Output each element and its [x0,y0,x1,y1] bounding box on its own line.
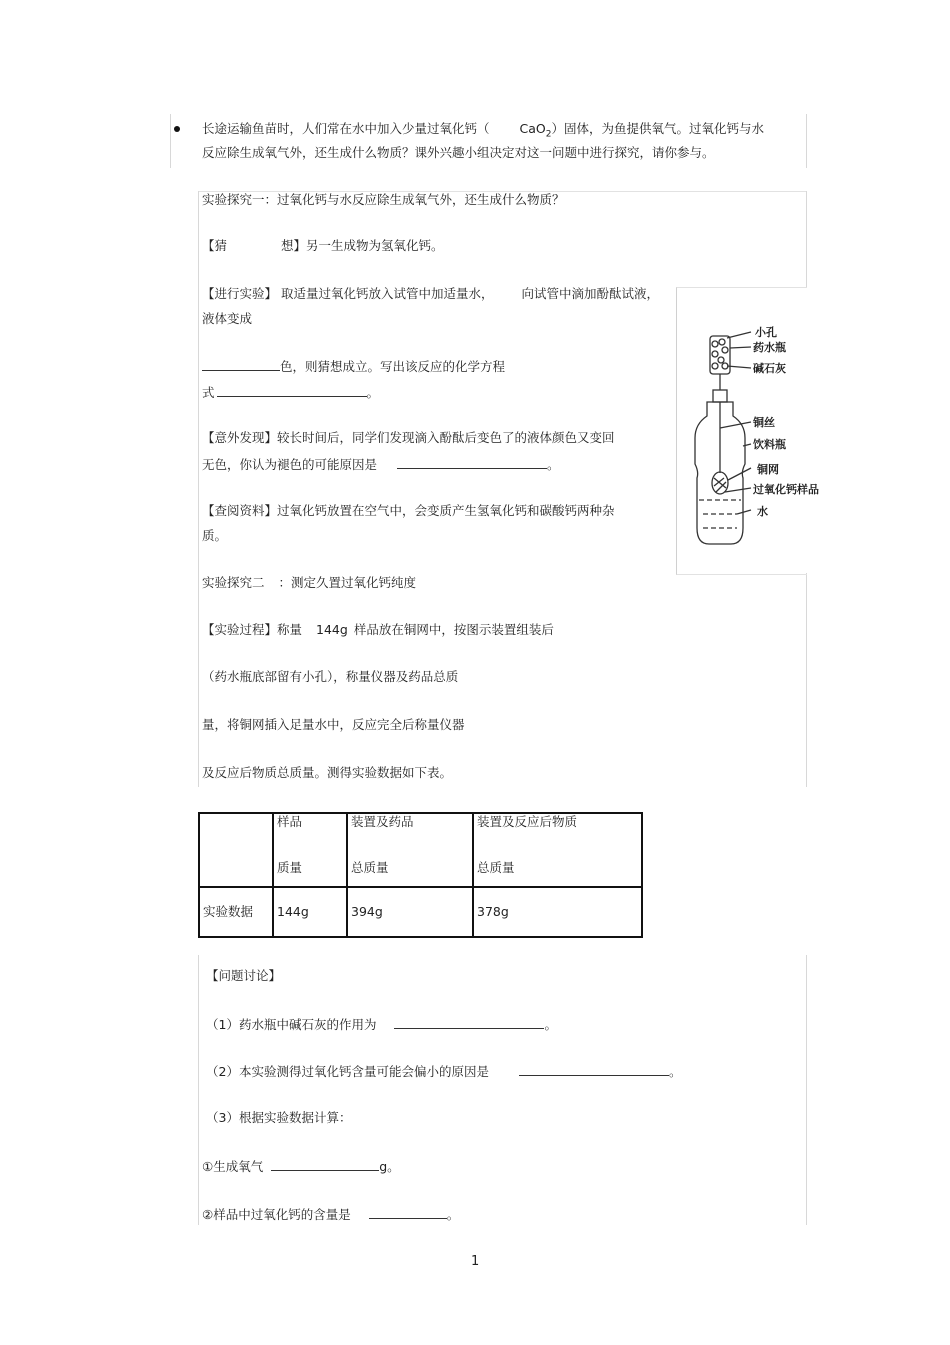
apparatus-figure [676,287,819,575]
frame-line [170,114,171,168]
reference-line-1: 【查阅资料】过氧化钙放置在空气中，会变质产生氢氧化钙和碳酸钙两种杂 [202,503,615,518]
figure-label: 铜丝 [753,416,775,429]
figure-label: 碱石灰 [753,362,786,375]
table-header-cell [199,813,273,887]
intro-line-1: 长途运输鱼苗时，人们常在水中加入少量过氧化钙（ CaO$_2$）固体，为鱼提供氧气。过氧化钙与水 [202,121,764,140]
question-3: （3）根据实验数据计算： [206,1110,352,1125]
exp2-title: 实验探究二 ：测定久置过氧化钙纯度 [202,575,417,590]
q1-answer-blank[interactable] [394,1016,544,1029]
frame-line [806,114,807,168]
figure-label: 过氧化钙样品 [753,483,819,496]
table-cell: 394g [347,887,473,937]
apparatus-drawing [677,288,807,574]
bullet-icon [174,126,180,132]
frame-line [806,191,807,287]
frame-line [806,573,807,787]
question-2: （2）本实验测得过氧化钙含量可能会偏小的原因是 。 [206,1064,682,1079]
guess-line: 【猜 想】另一生成物为氢氧化钙。 [202,238,444,253]
page-number: 1 [471,1254,480,1269]
exp2-process-line-4: 及反应后物质总质量。测得实验数据如下表。 [202,765,453,780]
figure-label: 铜网 [757,463,779,476]
table-header-cell: 装置及药品 总质量 [347,813,473,887]
question-3b: ②样品中过氧化钙的含量是 。 [202,1207,460,1222]
oxygen-mass-blank[interactable] [271,1158,379,1171]
intro-line-2: 反应除生成氧气外，还生成什么物质？课外兴趣小组决定对这一问题中进行探究，请你参与。 [202,145,715,160]
fade-reason-blank[interactable] [397,456,547,469]
figure-label: 水 [757,505,768,518]
frame-line [198,955,199,1225]
data-table [198,812,643,938]
color-answer-blank[interactable] [202,358,280,371]
exp2-process-line-3: 量，将铜网插入足量水中，反应完全后称量仪器 [202,717,465,732]
question-3a: ①生成氧气 g。 [202,1159,400,1174]
exp1-title: 实验探究一：过氧化钙与水反应除生成氧气外，还生成什么物质？ [202,192,565,207]
surprise-line-2: 无色，你认为褪色的可能原因是 。 [202,457,560,472]
surprise-line-1: 【意外发现】较长时间后，同学们发现滴入酚酞后变色了的液体颜色又变回 [202,430,615,445]
figure-label: 饮料瓶 [753,438,786,451]
table-header-row [199,813,642,887]
table-header-cell: 装置及反应后物质 总质量 [473,813,642,887]
table-cell: 144g [273,887,347,937]
procedure-line-1: 【进行实验】 取适量过氧化钙放入试管中加适量水， 向试管中滴加酚酞试液， [202,286,659,301]
question-1: （1）药水瓶中碱石灰的作用为 。 [206,1017,557,1032]
frame-line [198,191,199,787]
procedure-line-4: 式 。 [202,385,380,400]
figure-label: 药水瓶 [753,341,786,354]
table-cell: 378g [473,887,642,937]
procedure-line-2: 液体变成 [202,311,253,326]
exp2-process-line-2: （药水瓶底部留有小孔），称量仪器及药品总质 [202,669,459,684]
table-header-cell: 样品 质量 [273,813,347,887]
exp2-process-line-1: 【实验过程】称量 144g 样品放在铜网中，按图示装置组装后 [202,622,554,637]
table-cell: 实验数据 [199,887,273,937]
discussion-title: 【问题讨论】 [206,968,282,983]
purity-answer-blank[interactable] [369,1206,447,1219]
reference-line-2: 质。 [202,528,228,543]
procedure-line-3: 色，则猜想成立。写出该反应的化学方程 [202,358,505,375]
frame-line [806,955,807,1225]
figure-label: 小孔 [755,326,777,339]
equation-answer-blank[interactable] [217,384,367,397]
q2-answer-blank[interactable] [519,1063,669,1076]
table-row [199,887,642,937]
